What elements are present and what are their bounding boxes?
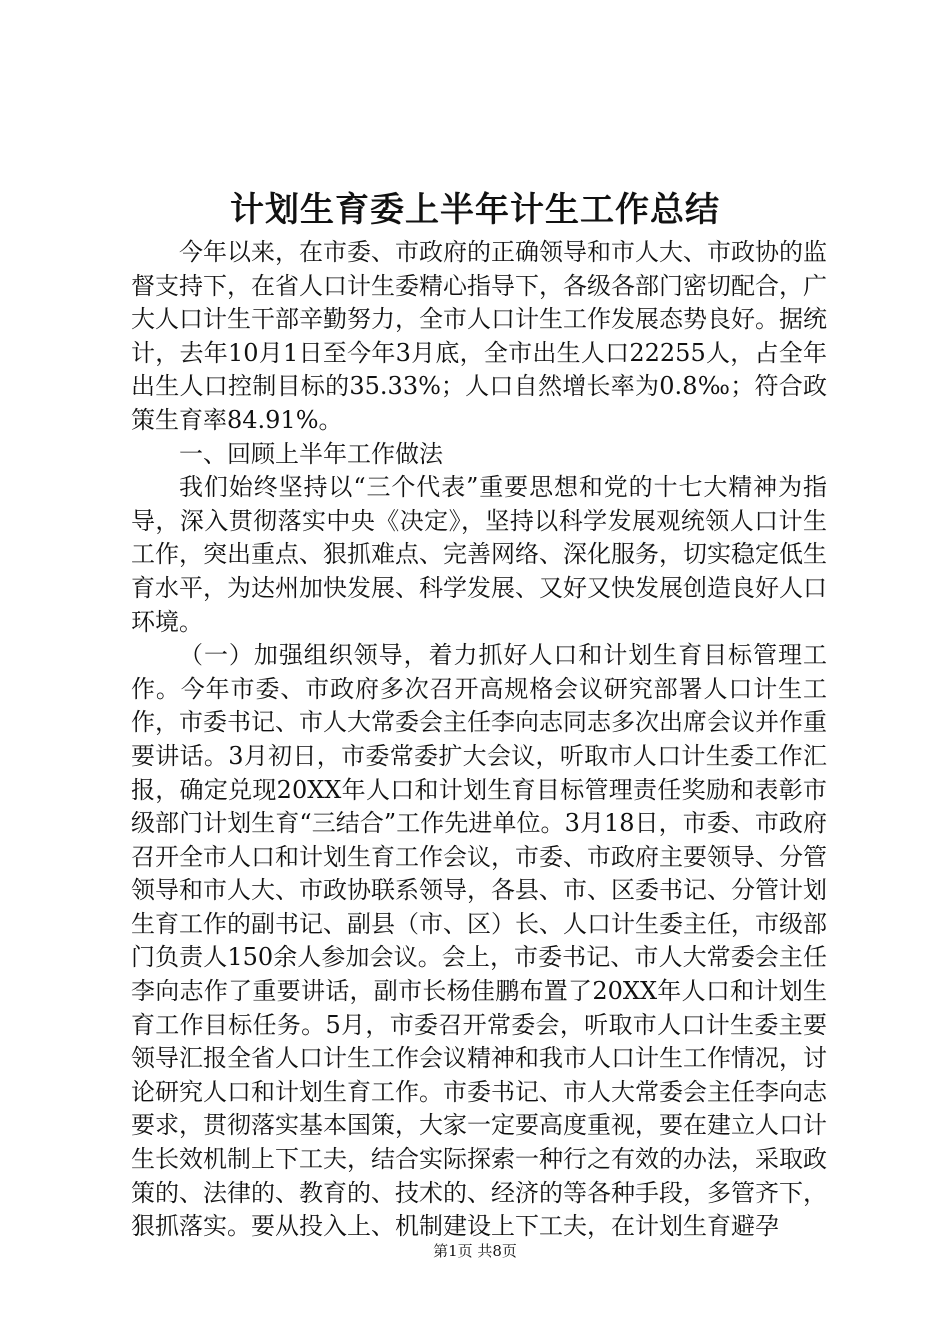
paragraph-organization: （一）加强组织领导，着力抓好人口和计划生育目标管理工作。今年市委、市政府多次召开高规格会议研究部署人口计生工作，市委书记、市人大常委会主任李向志同志多次出席会议并作重要讲话。3月初日，市委常委扩大会议，听取市人口计生委工作汇报，确定兑现20XX年人口和计划生育目标管理责任奖励和表彰市级部门计划生育“三结合”工作先进单位。3月18日，市委、市政府召开全市人口和计划生育工作会议，市委、市政府主要领导、分管领导和市人大、市政协联系领导，各县、市、区委书记、分管计划生育工作的副书记、副县（市、区）长、人口计生委主任，市级部门负责人150余人参加会议。会上，市委书记、市人大常委会主任李向志作了重要讲话，副市长杨佳鹏布置了20XX年人口和计划生育工作目标任务。5月，市委召开常委会，听取市人口计生委主要领导汇报全省人口计生工作会议精神和我市人口计生工作情况，讨论研究人口和计划生育工作。市委书记、市人大常委会主任李向志要求，贯彻落实基本国策，大家一定要高度重视，要在建立人口计生长效机制上下工夫，结合实际探索一种行之有效的办法，采取政策的、法律的、教育的、技术的、经济的等各种手段，多管齐下，狠抓落实。要从投入上、机制建设上下工夫，在计划生育避孕: [131, 641, 827, 1241]
page-title: 计划生育委上半年计生工作总结: [230, 190, 720, 230]
paragraph-guidance: 我们始终坚持以“三个代表”重要思想和党的十七大精神为指导，深入贯彻落实中央《决定》，坚持以科学发展观统领人口计生工作，突出重点、狠抓难点、完善网络、深化服务，切实稳定低生育水平，为达州加快发展、科学发展、又好又快发展创造良好人口环境。: [131, 473, 827, 636]
page-number: 第1页 共8页: [433, 1242, 517, 1260]
section-heading: 一、回顾上半年工作做法: [179, 439, 443, 468]
paragraph-intro: 今年以来，在市委、市政府的正确领导和市人大、市政协的监督支持下，在省人口计生委精心指导下，各级各部门密切配合，广大人口计生干部辛勤努力，全市人口计生工作发展态势良好。据统计，去年10月1日至今年3月底，全市出生人口22255人，占全年出生人口控制目标的35.33%；人口自然增长率为0.8‰；符合政策生育率84.91%。: [131, 238, 827, 434]
document-body: [131, 236, 827, 1244]
